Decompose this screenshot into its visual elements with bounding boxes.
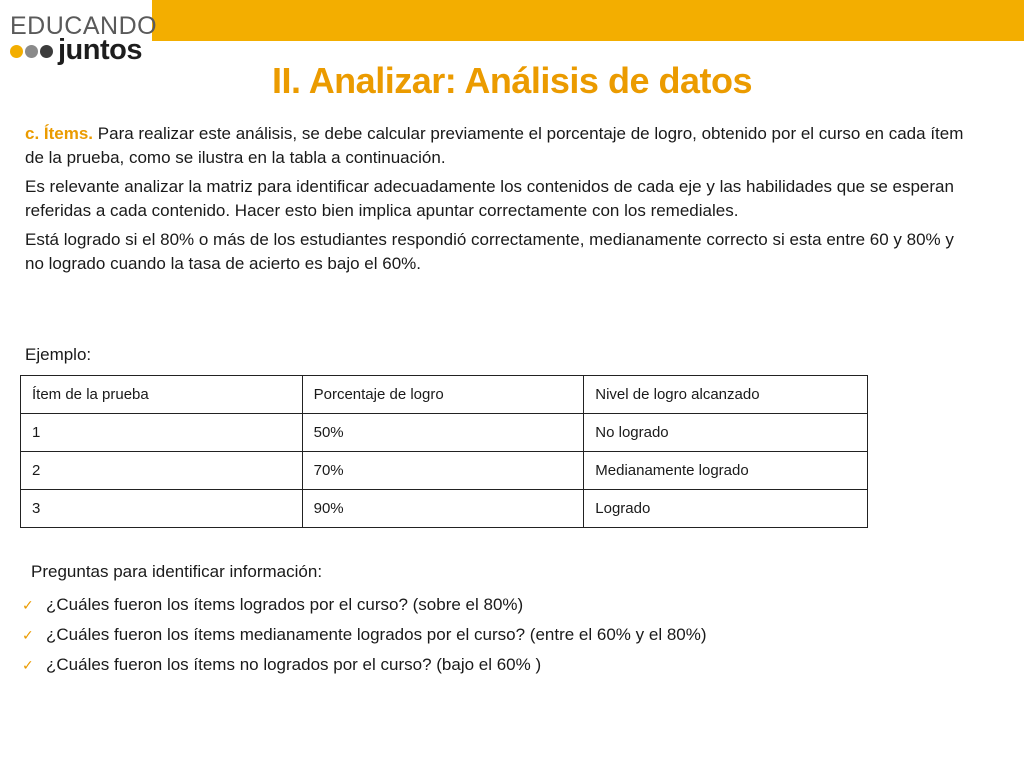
logo-dot <box>25 45 38 58</box>
table-header-cell: Ítem de la prueba <box>21 376 303 414</box>
checkmark-icon: ✓ <box>22 627 34 643</box>
list-item <box>22 590 707 620</box>
example-label: Ejemplo: <box>25 345 92 364</box>
table-cell: Logrado <box>584 490 868 528</box>
paragraph-text: Es relevante analizar la matriz para identificar adecuadamente los contenidos de cada eje y las habilidades que se esperan referidas a cada contenido. Hacer esto bien implica apuntar correctamente con los remediales. <box>25 177 954 220</box>
table-header-row <box>21 376 868 414</box>
table-cell: 3 <box>21 490 303 528</box>
paragraph-text: Para realizar este análisis, se debe calcular previamente el porcentaje de logro, obtenido por el curso en cada ítem de la prueba, como se ilustra en la tabla a continuación. <box>25 124 964 167</box>
question-text: ¿Cuáles fueron los ítems logrados por el curso? (sobre el 80%) <box>46 595 524 614</box>
logo-dot <box>40 45 53 58</box>
paragraph <box>25 122 975 170</box>
slide-title: II. Analizar: Análisis de datos <box>272 60 752 101</box>
achievement-table <box>20 375 868 528</box>
checkmark-icon: ✓ <box>22 597 34 613</box>
table-cell: 70% <box>302 452 584 490</box>
paragraph-text: Está logrado si el 80% o más de los estudiantes respondió correctamente, medianamente correcto si esta entre 60 y 80% y no logrado cuando la tasa de acierto es bajo el 60%. <box>25 230 954 273</box>
paragraph-lead: c. Ítems. <box>25 124 94 143</box>
table-row <box>21 414 868 452</box>
paragraph <box>25 175 975 223</box>
questions-title: Preguntas para identificar información: <box>31 562 323 581</box>
table-cell: 1 <box>21 414 303 452</box>
table-cell: 90% <box>302 490 584 528</box>
question-text: ¿Cuáles fueron los ítems no logrados por el curso? (bajo el 60% ) <box>46 655 542 674</box>
questions-list <box>22 590 707 680</box>
question-text: ¿Cuáles fueron los ítems medianamente logrados por el curso? (entre el 60% y el 80%) <box>46 625 707 644</box>
paragraph <box>25 228 975 276</box>
table-row <box>21 452 868 490</box>
body-text <box>25 122 975 281</box>
table-cell: 2 <box>21 452 303 490</box>
table-header-cell: Porcentaje de logro <box>302 376 584 414</box>
logo-line2: juntos <box>58 34 142 66</box>
table-cell: 50% <box>302 414 584 452</box>
table-header-cell: Nivel de logro alcanzado <box>584 376 868 414</box>
table-cell: No logrado <box>584 414 868 452</box>
table-cell: Medianamente logrado <box>584 452 868 490</box>
checkmark-icon: ✓ <box>22 657 34 673</box>
list-item <box>22 650 707 680</box>
list-item <box>22 620 707 650</box>
logo-line1: EDUCANDO <box>10 12 158 40</box>
table-row <box>21 490 868 528</box>
logo-dot <box>10 45 23 58</box>
logo-dots-icon <box>10 45 54 59</box>
